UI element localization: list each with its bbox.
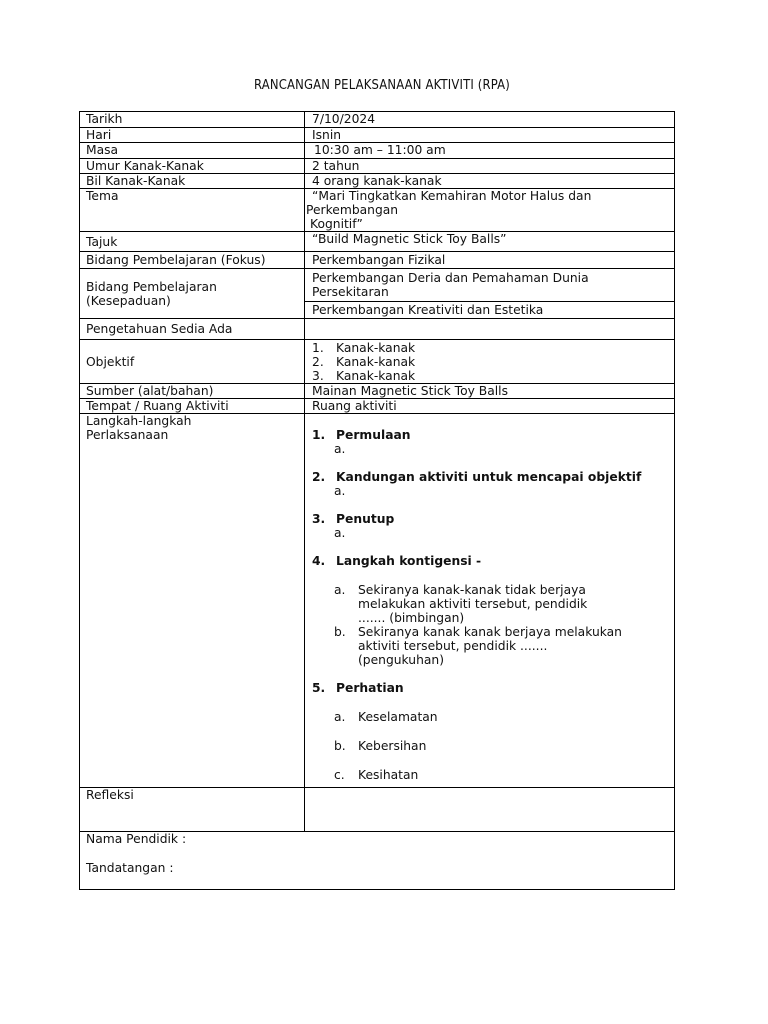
row-sumber xyxy=(80,384,675,399)
tema-line-2: Perkembangan xyxy=(306,203,399,217)
row-refleksi xyxy=(80,788,675,832)
kontigensi-b-line-2: aktiviti tersebut, pendidik ....... xyxy=(358,639,548,653)
objektif-item-2 xyxy=(312,355,668,369)
value-tempat: Ruang aktiviti xyxy=(305,399,675,414)
bidang-kesepaduan-label-1: Bidang Pembelajaran xyxy=(86,279,217,294)
row-footer xyxy=(80,832,675,890)
step-title: Kandungan aktiviti untuk mencapai objektif xyxy=(336,470,642,484)
label-tarikh: Tarikh xyxy=(80,112,305,128)
perhatian-b xyxy=(312,739,668,753)
bidang-kesepaduan-label-2: (Kesepaduan) xyxy=(86,293,171,308)
objektif-item-3 xyxy=(312,369,668,383)
objektif-num: 3. xyxy=(312,369,324,383)
row-objektif xyxy=(80,340,675,384)
rpa-table xyxy=(79,111,675,890)
value-bil: 4 orang kanak-kanak xyxy=(305,174,675,189)
row-bidang-fokus xyxy=(80,252,675,269)
row-tarikh xyxy=(80,112,675,128)
langkah-label-2: Perlaksanaan xyxy=(86,428,169,442)
objektif-list xyxy=(312,341,668,383)
footer-cell xyxy=(80,832,675,890)
label-tema: Tema xyxy=(80,189,305,232)
label-refleksi: Refleksi xyxy=(80,788,305,832)
value-bidang-kesepaduan-1 xyxy=(305,269,675,302)
perhatian-a xyxy=(312,710,668,724)
label-bidang-kesepaduan xyxy=(80,269,305,319)
sub-num: a. xyxy=(334,583,346,597)
row-masa xyxy=(80,143,675,159)
value-tema xyxy=(305,189,675,232)
value-umur: 2 tahun xyxy=(305,159,675,174)
step-permulaan xyxy=(312,428,668,456)
value-masa: 10:30 am – 11:00 am xyxy=(305,143,675,159)
value-langkah xyxy=(305,414,675,788)
step-kandungan xyxy=(312,470,668,498)
label-objektif: Objektif xyxy=(80,340,305,384)
langkah-label-1: Langkah-langkah xyxy=(86,414,192,428)
kesepaduan-value-1-line-1: Perkembangan Deria dan Pemahaman Dunia xyxy=(312,271,589,285)
value-bidang-fokus: Perkembangan Fizikal xyxy=(305,252,675,269)
kontigensi-a-line-1: Sekiranya kanak-kanak tidak berjaya xyxy=(358,583,586,597)
step-num: 5. xyxy=(312,681,326,695)
value-objektif xyxy=(305,340,675,384)
label-langkah xyxy=(80,414,305,788)
kontigensi-b xyxy=(312,625,668,667)
row-bidang-kesepaduan-1 xyxy=(80,269,675,302)
step-sub: a. xyxy=(334,484,346,498)
step-sub: a. xyxy=(334,526,346,540)
kontigensi-a-line-3: ....... (bimbingan) xyxy=(358,611,465,625)
step-title: Langkah kontigensi - xyxy=(336,554,482,568)
value-refleksi xyxy=(305,788,675,832)
sub-num: b. xyxy=(334,625,346,639)
objektif-text: Kanak-kanak xyxy=(336,369,416,383)
row-langkah xyxy=(80,414,675,788)
step-num: 4. xyxy=(312,554,326,568)
row-bil xyxy=(80,174,675,189)
sub-text: Kesihatan xyxy=(358,768,419,782)
label-tempat: Tempat / Ruang Aktiviti xyxy=(80,399,305,414)
objektif-text: Kanak-kanak xyxy=(336,355,416,369)
step-num: 1. xyxy=(312,428,326,442)
value-bidang-kesepaduan-2: Perkembangan Kreativiti dan Estetika xyxy=(305,302,675,319)
step-num: 2. xyxy=(312,470,326,484)
step-title: Perhatian xyxy=(336,681,404,695)
objektif-num: 1. xyxy=(312,341,324,355)
label-sumber: Sumber (alat/bahan) xyxy=(80,384,305,399)
perhatian-c xyxy=(312,768,668,782)
value-tajuk: “Build Magnetic Stick Toy Balls” xyxy=(305,232,675,252)
document-title: RANCANGAN PELAKSANAAN AKTIVITI (RPA) xyxy=(254,77,510,93)
row-pengetahuan xyxy=(80,319,675,340)
step-kontigensi xyxy=(312,554,668,667)
label-masa: Masa xyxy=(80,143,305,159)
value-sumber: Mainan Magnetic Stick Toy Balls xyxy=(305,384,675,399)
step-title: Penutup xyxy=(336,512,395,526)
label-pengetahuan: Pengetahuan Sedia Ada xyxy=(80,319,305,340)
label-tajuk: Tajuk xyxy=(80,232,305,252)
objektif-item-1 xyxy=(312,341,668,355)
sub-num: c. xyxy=(334,768,345,782)
row-tempat xyxy=(80,399,675,414)
value-tarikh: 7/10/2024 xyxy=(305,112,675,128)
row-umur xyxy=(80,159,675,174)
label-hari: Hari xyxy=(80,128,305,143)
kontigensi-b-line-1: Sekiranya kanak kanak berjaya melakukan xyxy=(358,625,622,639)
objektif-num: 2. xyxy=(312,355,324,369)
step-sub: a. xyxy=(334,442,346,456)
sub-num: b. xyxy=(334,739,346,753)
sub-num: a. xyxy=(334,710,346,724)
nama-pendidik: Nama Pendidik : xyxy=(86,832,187,846)
objektif-text: Kanak-kanak xyxy=(336,341,416,355)
tandatangan: Tandatangan : xyxy=(86,861,174,875)
kesepaduan-value-1-line-2: Persekitaran xyxy=(312,285,389,299)
kontigensi-b-line-3: (pengukuhan) xyxy=(358,653,445,667)
sub-text: Kebersihan xyxy=(358,739,427,753)
kontigensi-a-line-2: melakukan aktiviti tersebut, pendidik xyxy=(358,597,588,611)
step-num: 3. xyxy=(312,512,326,526)
value-hari: Isnin xyxy=(305,128,675,143)
row-tema xyxy=(80,189,675,232)
label-umur: Umur Kanak-Kanak xyxy=(80,159,305,174)
tema-line-3: Kognitif” xyxy=(310,217,363,231)
value-pengetahuan xyxy=(305,319,675,340)
row-hari xyxy=(80,128,675,143)
row-tajuk xyxy=(80,232,675,252)
label-bil: Bil Kanak-Kanak xyxy=(80,174,305,189)
kontigensi-a xyxy=(312,583,668,625)
sub-text: Keselamatan xyxy=(358,710,438,724)
tema-line-1: “Mari Tingkatkan Kemahiran Motor Halus dan xyxy=(312,189,592,203)
step-penutup xyxy=(312,512,668,540)
label-bidang-fokus: Bidang Pembelajaran (Fokus) xyxy=(80,252,305,269)
step-perhatian xyxy=(312,681,668,782)
step-title: Permulaan xyxy=(336,428,411,442)
